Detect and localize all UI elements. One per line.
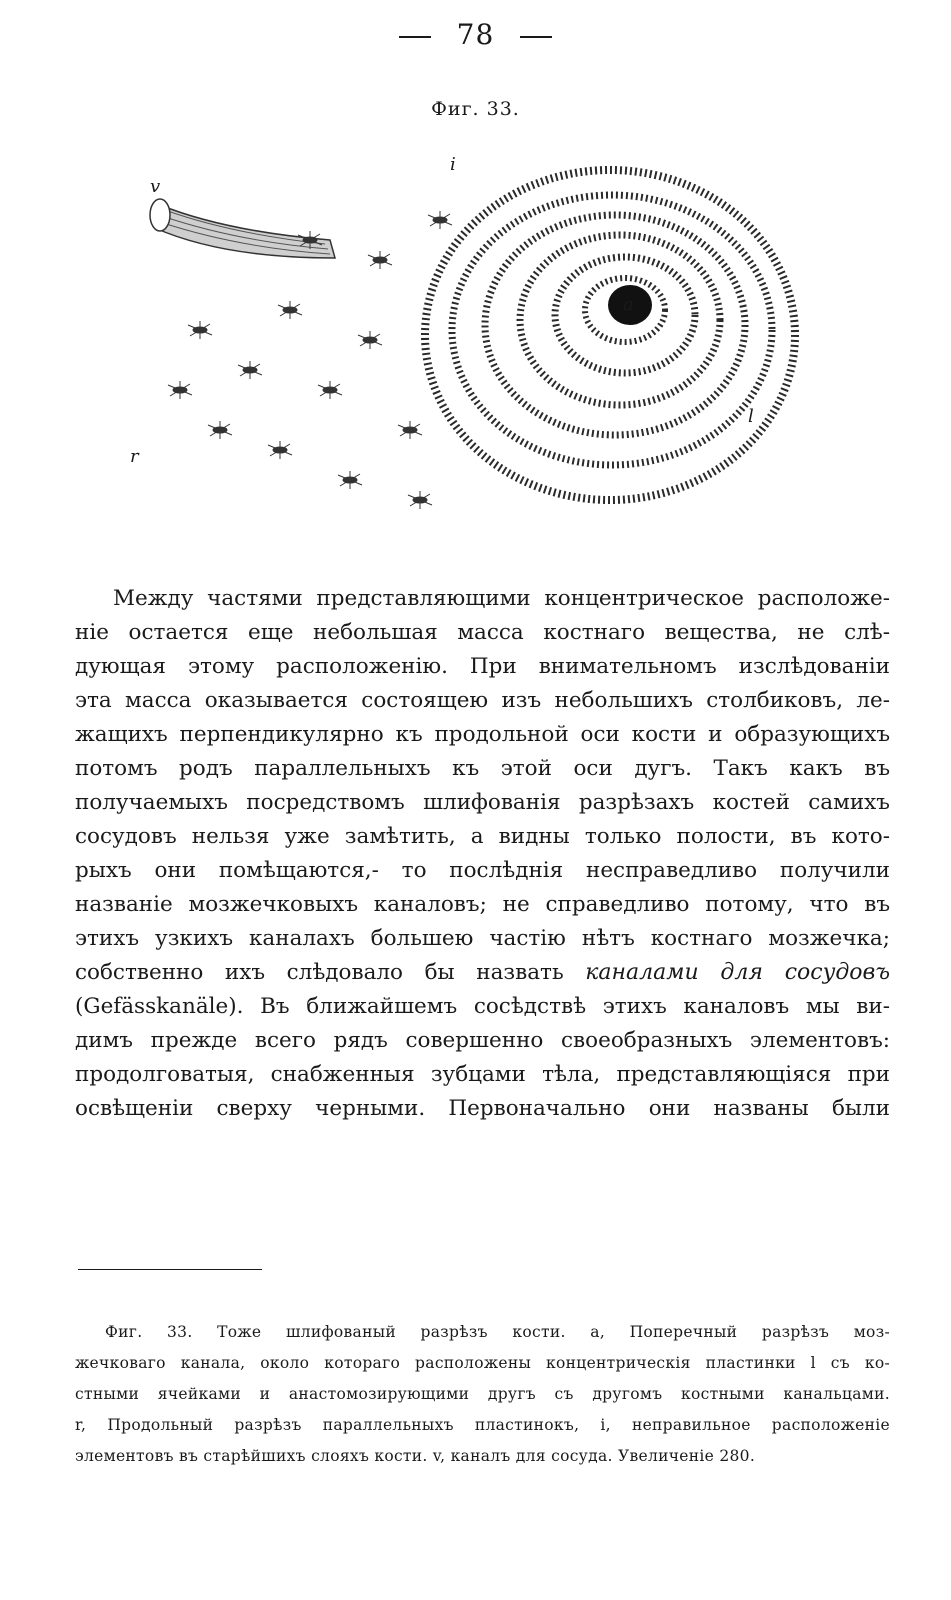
page-number-dash-left bbox=[399, 36, 431, 38]
body-line: сосудовъ нельзя уже замѣтить, а видны только полости, въ кото- bbox=[75, 824, 890, 849]
body-line: ніе остается еще небольшая масса костнаго вещества, не слѣ- bbox=[75, 620, 890, 645]
body-line: получаемыхъ посредствомъ шлифованія разрѣзахъ костей самихъ bbox=[75, 790, 890, 815]
page-number-dash-right bbox=[520, 36, 552, 38]
figure-bone-section bbox=[120, 130, 840, 550]
body-line: (Gefässkanäle). Въ ближайшемъ сосѣдствѣ этихъ каналовъ мы ви- bbox=[75, 994, 890, 1019]
italic-term-vessel-canals: каналами для сосудовъ bbox=[585, 960, 890, 985]
page-number-value: 78 bbox=[456, 18, 495, 51]
body-line-with-italic bbox=[75, 956, 890, 990]
page-number bbox=[0, 18, 951, 51]
body-text bbox=[75, 582, 890, 1126]
body-line: рыхъ они помѣщаются,- то послѣднія несправедливо получили bbox=[75, 858, 890, 883]
figure-label-i: i bbox=[450, 154, 456, 175]
figure-label-a: a bbox=[623, 294, 634, 315]
body-line: дующая этому расположенію. При внимательномъ изслѣдованіи bbox=[75, 654, 890, 679]
body-line: этихъ узкихъ каналахъ большею частію нѣтъ костнаго мозжечка; bbox=[75, 926, 890, 951]
bone-section-illustration bbox=[120, 130, 840, 550]
body-line: жащихъ перпендикулярно къ продольной оси кости и образующихъ bbox=[75, 722, 890, 747]
body-line: продолговатыя, снабженныя зубцами тѣла, представляющіяся при bbox=[75, 1062, 890, 1087]
footnote-line: стными ячейками и анастомозирующими другъ съ другомъ костными канальцами. bbox=[75, 1385, 890, 1403]
figure-footnote bbox=[75, 1317, 890, 1472]
footnote-line: жечковаго канала, около котораго расположены концентрическія пластинки l съ ко- bbox=[75, 1354, 890, 1372]
footnote-divider bbox=[78, 1269, 262, 1270]
footnote-line: Фиг. 33. Тоже шлифованый разрѣзъ кости. a, Поперечный разрѣзъ моз- bbox=[105, 1323, 890, 1341]
figure-label-v: v bbox=[150, 176, 161, 197]
body-line: димъ прежде всего рядъ совершенно своеобразныхъ элементовъ: bbox=[75, 1028, 890, 1053]
footnote-line: элементовъ въ старѣйшихъ слояхъ кости. v, каналъ для сосуда. Увеличеніе 280. bbox=[75, 1447, 756, 1465]
body-line: Между частями представляющими концентрическое расположе- bbox=[113, 586, 890, 611]
body-line: освѣщеніи сверху черными. Первоначально они названы были bbox=[75, 1096, 890, 1121]
body-line: потомъ родъ параллельныхъ къ этой оси дугъ. Такъ какъ въ bbox=[75, 756, 890, 781]
vessel-canal bbox=[150, 199, 335, 258]
body-line-text: собственно ихъ слѣдовало бы назвать bbox=[75, 960, 564, 985]
figure-caption-top: Фиг. 33. bbox=[431, 98, 520, 120]
figure-label-l: l bbox=[748, 406, 754, 427]
footnote-line: r, Продольный разрѣзъ параллельныхъ пластинокъ, i, неправильное расположеніе bbox=[75, 1416, 890, 1434]
body-line: названіе мозжечковыхъ каналовъ; не справедливо потому, что въ bbox=[75, 892, 890, 917]
figure-label-r: r bbox=[130, 446, 139, 467]
body-line: эта масса оказывается состоящею изъ небольшихъ столбиковъ, ле- bbox=[75, 688, 890, 713]
concentric-lamellae bbox=[425, 170, 795, 500]
